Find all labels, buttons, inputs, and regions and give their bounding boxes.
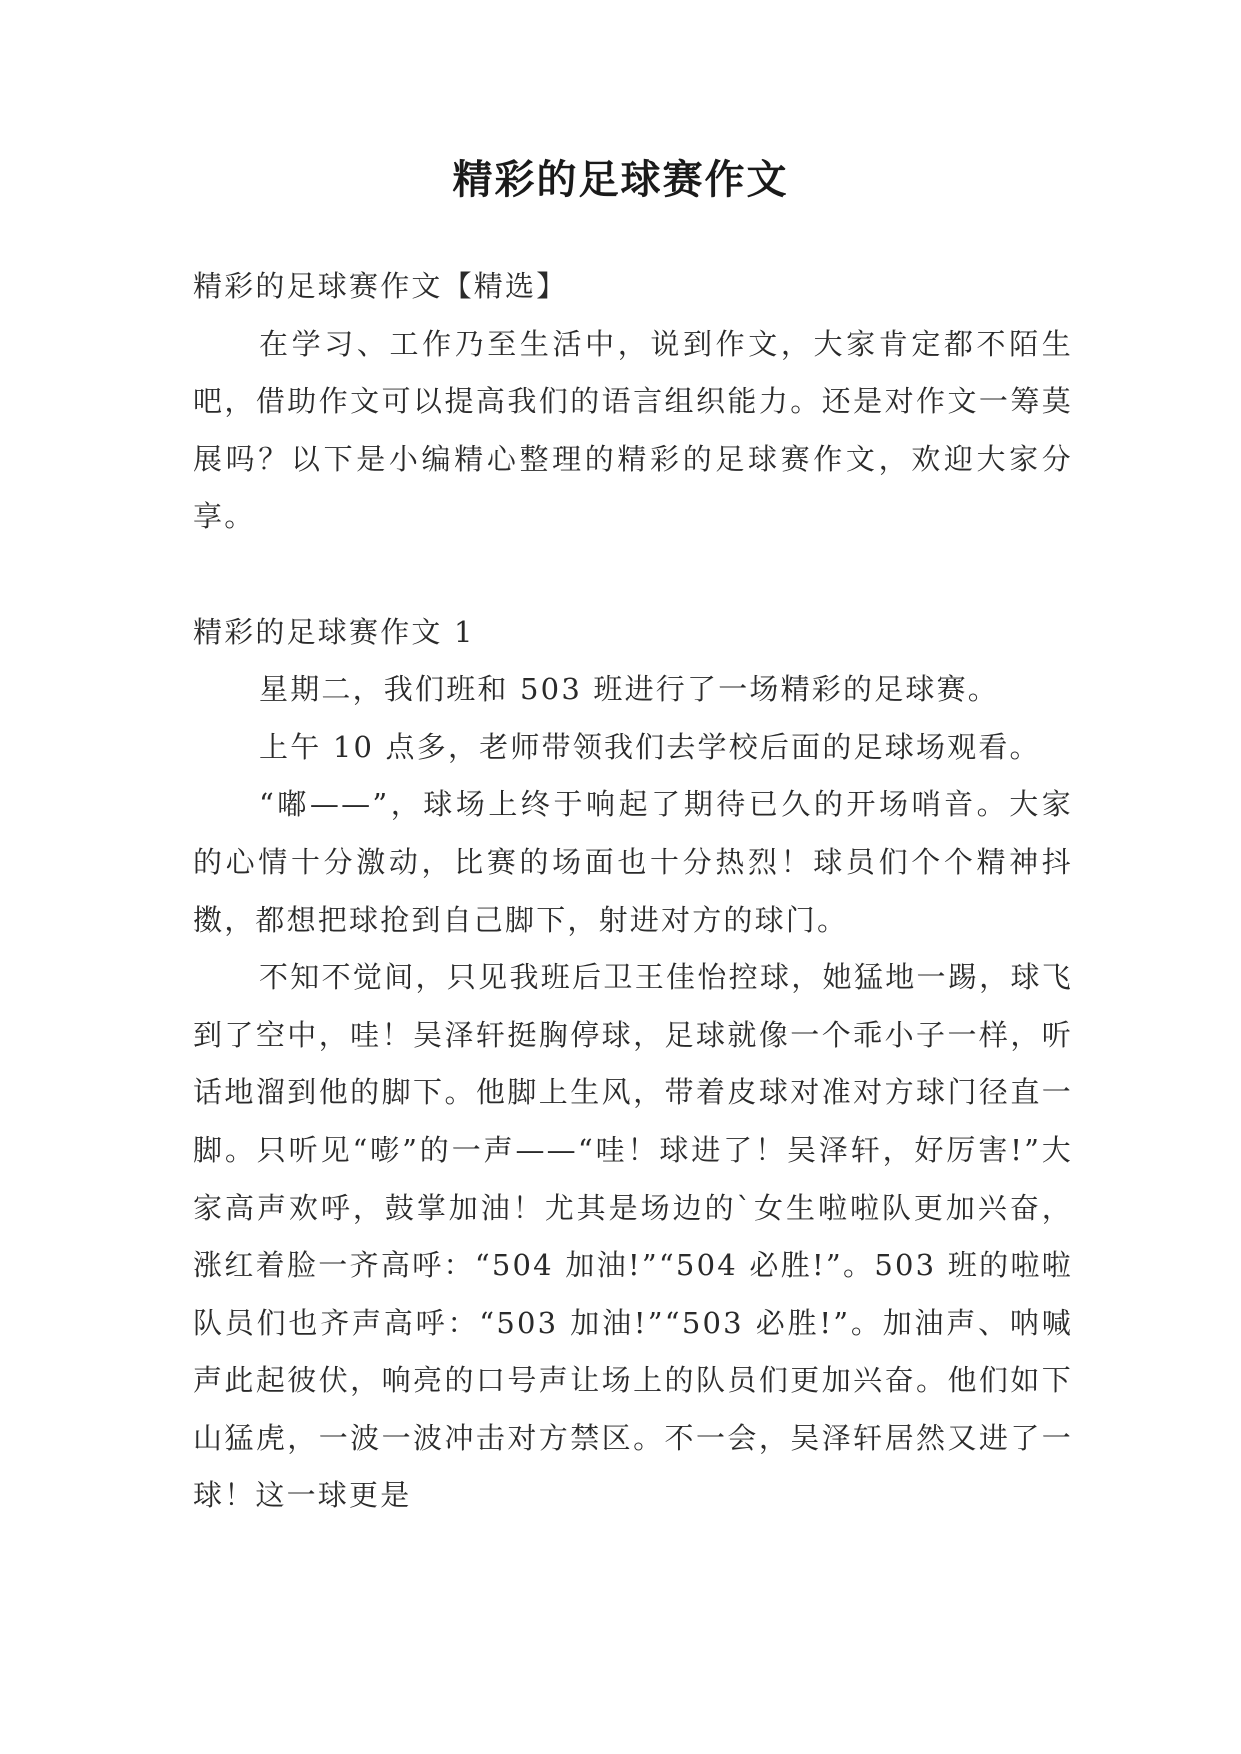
document-title: 精彩的足球赛作文 [452,156,789,203]
paragraph: “嘟——”，球场上终于响起了期待已久的开场哨音。大家的心情十分激动，比赛的场面也十分热烈！球员们个个精神抖擞，都想把球抢到自己脚下，射进对方的球门。 [193,787,1073,937]
paragraph: 不知不觉间，只见我班后卫王佳怡控球，她猛地一踢，球飞到了空中，哇！吴泽轩挺胸停球，足球就像一个乖小子一样，听话地溜到他的脚下。他脚上生风，带着皮球对准对方球门径直一脚。只听见“嘭”的一声——“哇！球进了！吴泽轩，好厉害!”大家高声欢呼，鼓掌加油！尤其是场边的`女生啦啦队更加兴奋，涨红着脸一齐高呼：“504 加油!”“504 必胜!”。503 班的啦啦队员们也齐声高呼：“503 加油!”“503 必胜!”。加油声、呐喊声此起彼伏，响亮的口号声让场上的队员们更加兴奋。他们如下山猛虎，一波一波冲击对方禁区。不一会，吴泽轩居然又进了一球！这一球更是 [193,960,1073,1513]
section-heading: 精彩的足球赛作文 1 [193,614,475,649]
paragraph: 星期二，我们班和 503 班进行了一场精彩的足球赛。 [259,672,999,707]
document-body [193,258,1073,1525]
intro-paragraph: 在学习、工作乃至生活中，说到作文，大家肯定都不陌生吧，借助作文可以提高我们的语言组织能力。还是对作文一筹莫展吗？以下是小编精心整理的精彩的足球赛作文，欢迎大家分享。 [193,326,1073,534]
document-subtitle: 精彩的足球赛作文【精选】 [193,269,568,303]
paragraph: 上午 10 点多，老师带领我们去学校后面的足球场观看。 [259,729,1041,764]
section-gap [193,546,1073,604]
